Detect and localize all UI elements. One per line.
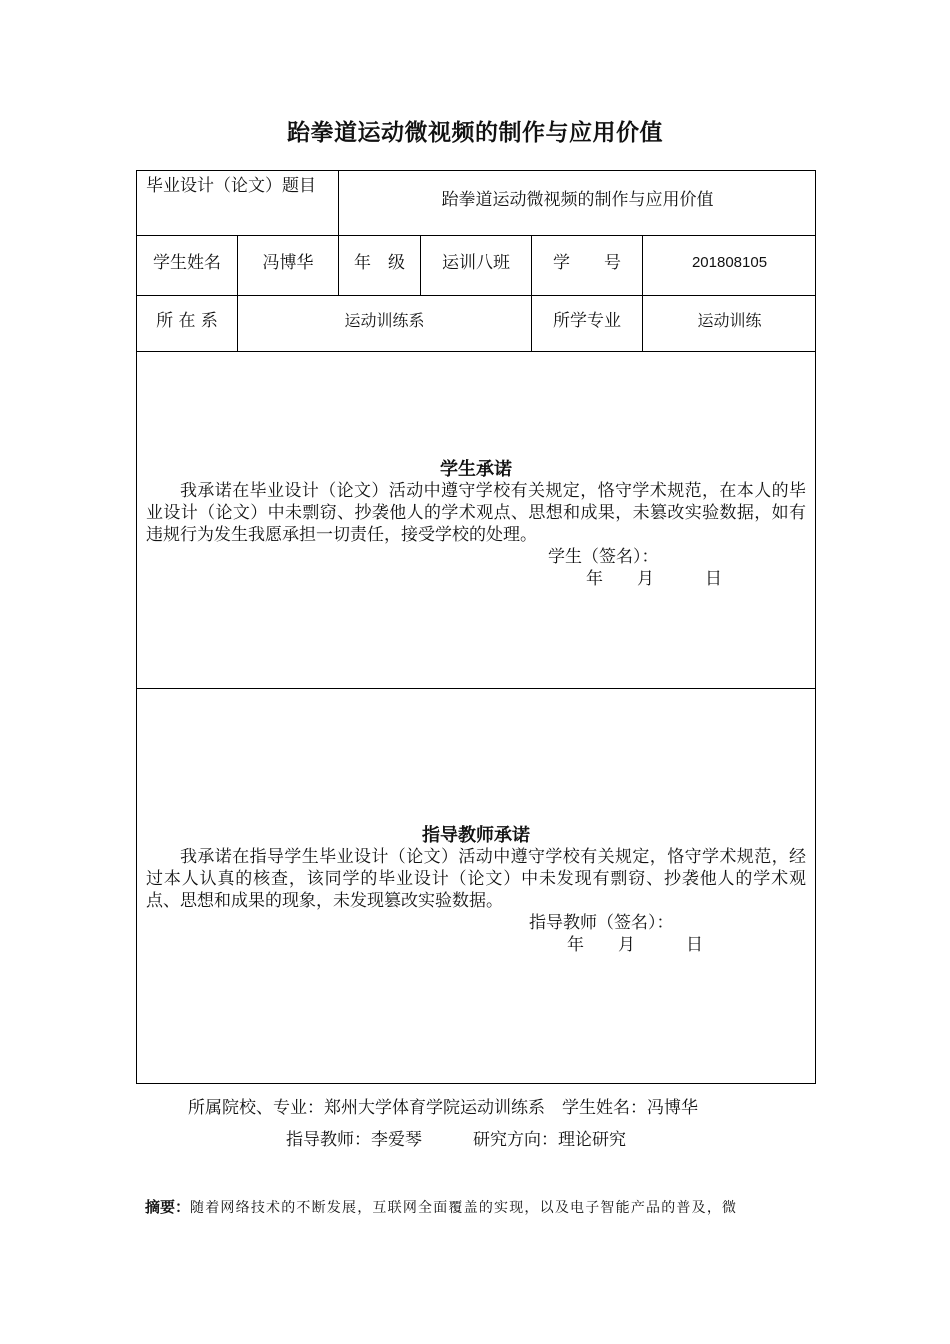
- student-name-label: 学生姓名: [153, 253, 221, 273]
- department-label: 所 在 系: [156, 311, 218, 331]
- table-rule: [136, 235, 816, 236]
- thesis-title-value: 跆拳道运动微视频的制作与应用价值: [441, 190, 714, 210]
- table-rule: [136, 295, 816, 296]
- student-signature-label: 学生（签名）：: [548, 547, 659, 567]
- grade-value: 运训八班: [442, 253, 510, 273]
- declaration-table: [136, 170, 816, 1084]
- table-rule: [136, 351, 816, 352]
- table-rule: [136, 688, 816, 689]
- student-pledge-heading: 学生承诺: [440, 459, 512, 480]
- grade-label: 年 级: [354, 253, 405, 273]
- abstract-paragraph: [145, 1196, 810, 1219]
- student-id-value: 201808105: [691, 254, 768, 271]
- student-sign-date: 年 月 日: [586, 569, 722, 589]
- affiliation-line: 所属院校、专业：郑州大学体育学院运动训练系 学生姓名：冯博华: [188, 1098, 698, 1118]
- student-name-value: 冯博华: [262, 253, 314, 273]
- thesis-title-label: 毕业设计（论文）题目: [146, 176, 316, 196]
- advisor-line: 指导教师：李爱琴 研究方向：理论研究: [286, 1130, 626, 1150]
- department-value: 运动训练系: [344, 311, 425, 330]
- teacher-sign-date: 年 月 日: [567, 935, 703, 955]
- teacher-pledge-heading: 指导教师承诺: [422, 825, 530, 846]
- teacher-pledge-text: 我承诺在指导学生毕业设计（论文）活动中遵守学校有关规定，恪守学术规范，经过本人认真的核查，该同学的毕业设计（论文）中未发现有剽窃、抄袭他人的学术观点、思想和成果的现象，未发现篡改实验数据。: [146, 847, 806, 911]
- document-title: 跆拳道运动微视频的制作与应用价值: [287, 120, 663, 146]
- student-id-label: 学 号: [553, 253, 621, 273]
- abstract-text: 随着网络技术的不断发展，互联网全面覆盖的实现，以及电子智能产品的普及，微: [190, 1200, 738, 1216]
- major-value: 运动训练: [697, 311, 762, 330]
- major-label: 所学专业: [553, 311, 621, 331]
- teacher-signature-label: 指导教师（签名）：: [529, 913, 674, 933]
- student-pledge-text: 我承诺在毕业设计（论文）活动中遵守学校有关规定，恪守学术规范，在本人的毕业设计（论文）中未剽窃、抄袭他人的学术观点、思想和成果，未篡改实验数据，如有违规行为发生我愿承担一切责任，接受学校的处理。: [146, 481, 806, 545]
- abstract-label: 摘要：: [145, 1198, 191, 1216]
